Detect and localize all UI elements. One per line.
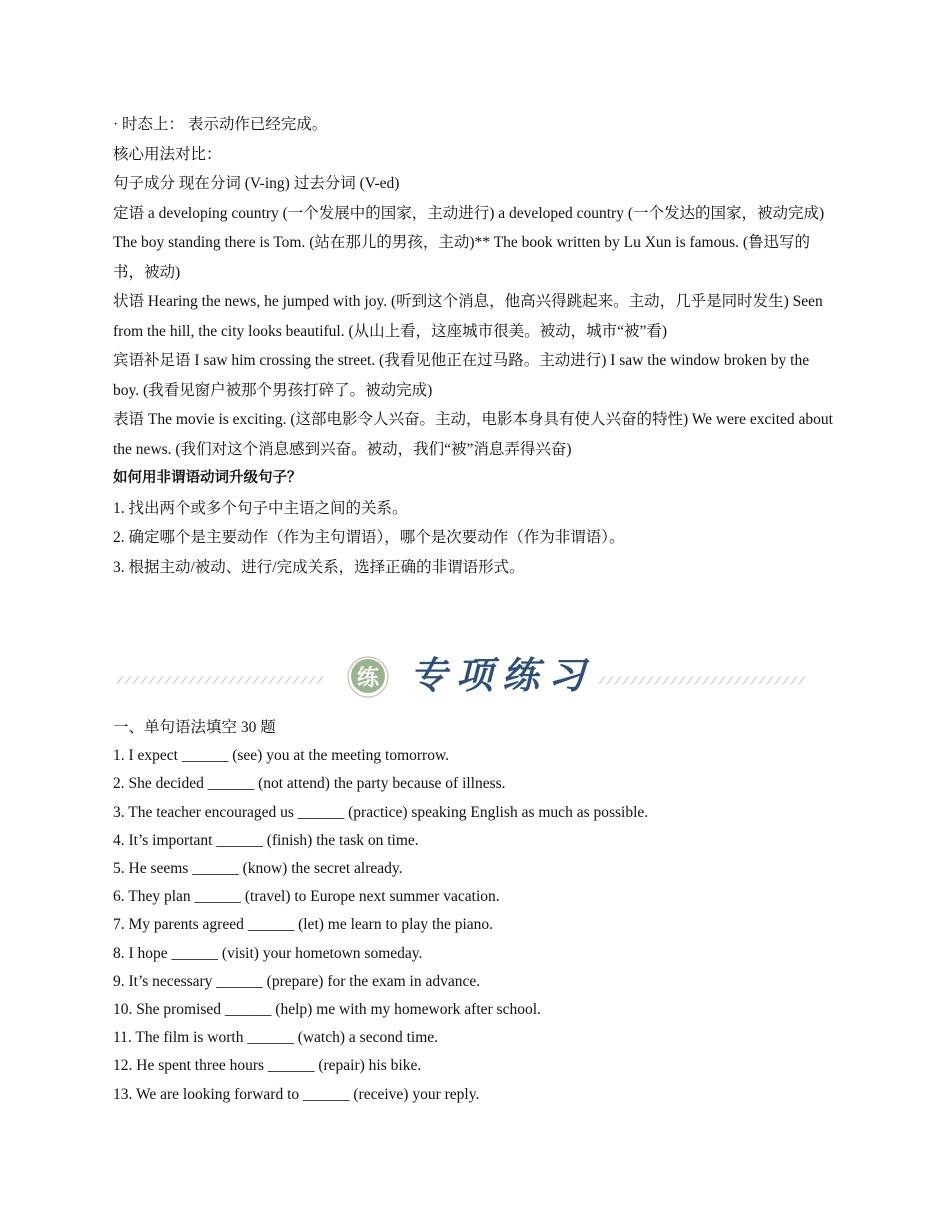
note-line: 2. 确定哪个是主要动作（作为主句谓语），哪个是次要动作（作为非谓语）。 [113, 529, 625, 546]
section-title: 一、单句语法填空 30 题 [113, 719, 276, 736]
practice-badge-icon [345, 645, 391, 707]
exercise-item: 3. The teacher encouraged us ______ (practice) speaking English as much as possible. [113, 803, 649, 821]
exercise-item: 7. My parents agreed ______ (let) me learn to play the piano. [113, 916, 494, 934]
exercise-item: 13. We are looking forward to ______ (receive) your reply. [113, 1085, 480, 1103]
practice-banner [113, 640, 838, 712]
note-line: 3. 根据主动/被动、进行/完成关系，选择正确的非谓语形式。 [113, 558, 525, 576]
exercise-item: 11. The film is worth ______ (watch) a second time. [113, 1029, 439, 1047]
note-line: 句子成分 现在分词 (V-ing) 过去分词 (V-ed) [113, 175, 400, 192]
exercise-item: 6. They plan ______ (travel) to Europe next summer vacation. [113, 888, 500, 906]
exercise-item: 12. He spent three hours ______ (repair) his bike. [113, 1057, 422, 1075]
exercise-item: 2. She decided ______ (not attend) the party because of illness. [113, 775, 506, 793]
note-line: 定语 a developing country (一个发展中的国家，主动进行) a developed country (一个发达的国家，被动完成) [113, 204, 825, 222]
note-line: · 时态上： 表示动作已经完成。 [113, 116, 328, 133]
exercise-section [113, 714, 838, 1109]
note-line: 核心用法对比： [113, 145, 222, 163]
exercise-item: 9. It’s necessary ______ (prepare) for the exam in advance. [113, 972, 481, 990]
note-line: 状语 Hearing the news, he jumped with joy. (听到这个消息，他高兴得跳起来。主动，几乎是同时发生) Seen from the hill, the city looks beautiful. (从山上看，这座城市很美。被动，城市“被”看) [113, 293, 823, 340]
badge-char: 练 [356, 665, 380, 691]
right-hatch-divider [599, 675, 807, 685]
note-line: 宾语补足语 I saw him crossing the street. (我看见他正在过马路。主动进行) I saw the window broken by the boy. (我看见窗户被那个男孩打碎了。被动完成) [113, 352, 810, 399]
exercise-item: 8. I hope ______ (visit) your hometown someday. [113, 944, 423, 962]
note-line: 表语 The movie is exciting. (这部电影令人兴奋。主动，电影本身具有使人兴奋的特性) We were excited about the news. (我们对这个消息感到兴奋。被动，我们“被”消息弄得兴奋) [113, 411, 833, 458]
practice-title: 专项练习 [410, 653, 594, 697]
upgrade-heading: 如何用非谓语动词升级句子？ [113, 470, 302, 486]
note-line: The boy standing there is Tom. (站在那儿的男孩，主动)** The book written by Lu Xun is famous. (鲁迅写的书，被动) [113, 234, 811, 281]
exercise-item: 1. I expect ______ (see) you at the meeting tomorrow. [113, 747, 450, 765]
note-line: 1. 找出两个或多个句子中主语之间的关系。 [113, 499, 408, 517]
notes-section [113, 110, 838, 582]
exercise-item: 5. He seems ______ (know) the secret already. [113, 860, 403, 878]
exercise-item: 4. It’s important ______ (finish) the task on time. [113, 831, 419, 849]
exercise-item: 10. She promised ______ (help) me with my homework after school. [113, 1001, 541, 1019]
left-hatch-divider [117, 675, 323, 685]
